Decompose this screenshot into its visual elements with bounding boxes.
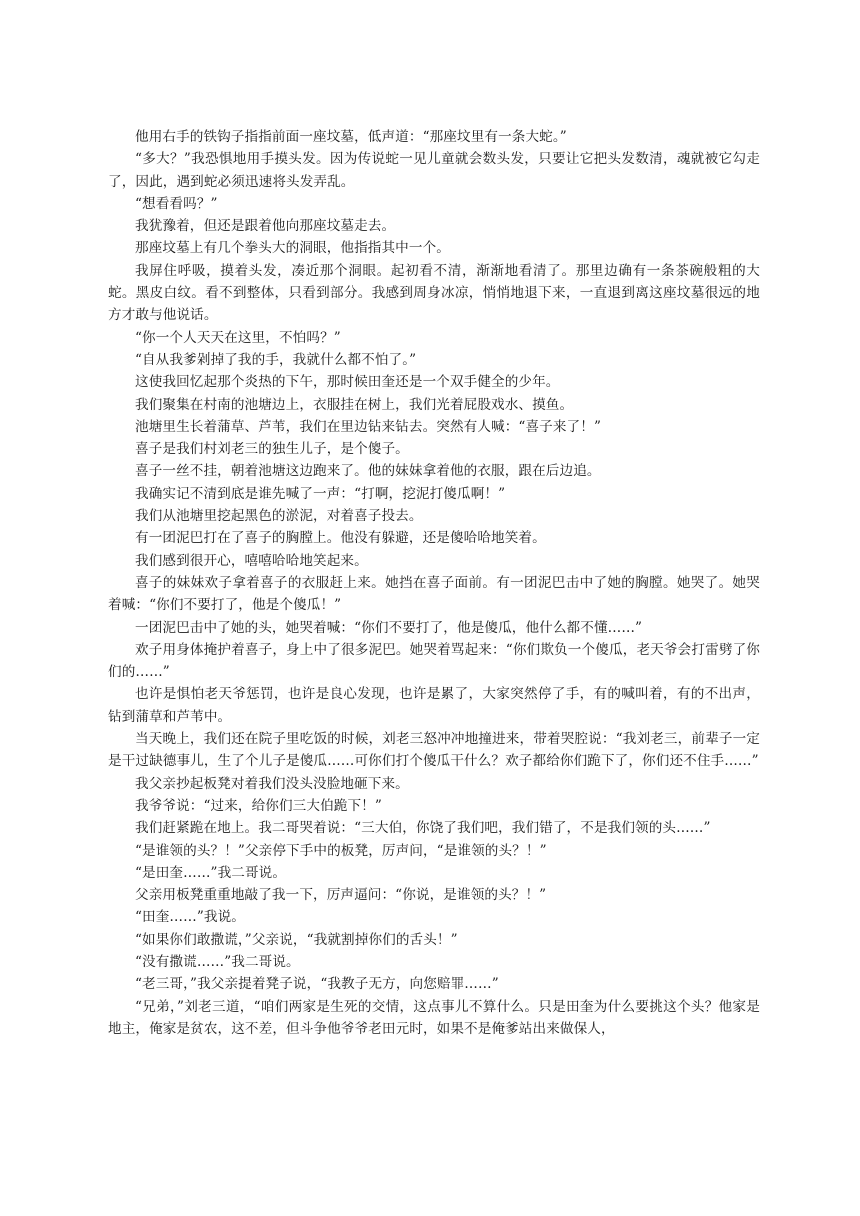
paragraph: 欢子用身体掩护着喜子，身上中了很多泥巴。她哭着骂起来：“你们欺负一个傻瓜，老天爷会打雷劈了你们的……”	[108, 641, 760, 681]
paragraph: 有一团泥巴打在了喜子的胸膛上。他没有躲避，还是傻哈哈地笑着。	[135, 530, 546, 547]
paragraph: “如果你们敢撒谎，”父亲说，“我就割掉你们的舌头！”	[135, 931, 458, 948]
document-page	[108, 126, 760, 1040]
paragraph: 喜子是我们村刘老三的独生儿子，是个傻子。	[135, 441, 409, 458]
paragraph: “自从我爹剁掉了我的手，我就什么都不怕了。”	[135, 351, 417, 368]
paragraph: “你一个人天天在这里，不怕吗？”	[135, 329, 341, 346]
paragraph: 我确实记不清到底是谁先喊了一声：“打啊，挖泥打傻瓜啊！”	[135, 485, 506, 502]
paragraph: 这使我回忆起那个炎热的下午，那时候田奎还是一个双手健全的少年。	[135, 374, 560, 391]
paragraph: 我父亲抄起板凳对着我们没头没脸地砸下来。	[135, 775, 409, 792]
paragraph: 我们从池塘里挖起黑色的淤泥，对着喜子投去。	[135, 508, 423, 525]
paragraph: “田奎……”我说。	[135, 909, 245, 926]
paragraph: 我们赶紧跪在地上。我二哥哭着说：“三大伯，你饶了我们吧，我们错了，不是我们领的头……”	[135, 820, 711, 837]
paragraph: 喜子一丝不挂，朝着池塘这边跑来了。他的妹妹拿着他的衣服，跟在后边追。	[135, 463, 601, 480]
paragraph: 我们聚集在村南的池塘边上，衣服挂在树上，我们光着屁股戏水、摸鱼。	[135, 396, 574, 413]
paragraph: “想看看吗？”	[135, 195, 218, 212]
paragraph: 父亲用板凳重重地敲了我一下，厉声逼问：“你说，是谁领的头？！”	[135, 887, 547, 904]
paragraph: “没有撒谎……”我二哥说。	[135, 953, 300, 970]
paragraph: “多大？”我恐惧地用手摸头发。因为传说蛇一见儿童就会数头发，只要让它把头发数清，魂就被它勾走了，因此，遇到蛇必须迅速将头发弄乱。	[108, 151, 760, 190]
paragraph: 也许是惧怕老天爷惩罚，也许是良心发现，也许是累了，大家突然停了手，有的喊叫着，有的不出声，钻到蒲草和芦苇中。	[108, 686, 760, 725]
paragraph: 当天晚上，我们还在院子里吃饭的时候，刘老三怒冲冲地撞进来，带着哭腔说：“我刘老三，前辈子一定是干过缺德事儿，生了个儿子是傻瓜……可你们打个傻瓜干什么？欢子都给你们跪下了，你们还不住手……”	[108, 731, 760, 770]
paragraph: “是谁领的头？！”父亲停下手中的板凳，厉声问，“是谁领的头？！”	[135, 842, 547, 859]
paragraph: “是田奎……”我二哥说。	[135, 864, 287, 881]
paragraph: 我爷爷说：“过来，给你们三大伯跪下！”	[135, 797, 382, 814]
paragraph: “老三哥，”我父亲提着凳子说，“我教子无方，向您赔罪……”	[135, 976, 499, 993]
paragraph: 我们感到很开心，嘻嘻哈哈地笑起来。	[135, 552, 368, 569]
paragraph: 池塘里生长着蒲草、芦苇，我们在里边钻来钻去。突然有人喊：“喜子来了！”	[135, 418, 601, 435]
paragraph: 我犹豫着，但还是跟着他向那座坟墓走去。	[135, 218, 396, 235]
paragraph: 一团泥巴击中了她的头，她哭着喊：“你们不要打了，他是傻瓜，他什么都不懂……”	[135, 619, 643, 636]
paragraph: 喜子的妹妹欢子拿着喜子的衣服赶上来。她挡在喜子面前。有一团泥巴击中了她的胸膛。她哭了。她哭着喊：“你们不要打了，他是个傻瓜！”	[108, 574, 760, 614]
paragraph: 我屏住呼吸，摸着头发，凑近那个洞眼。起初看不清，渐渐地看清了。那里边确有一条茶碗般粗的大蛇。黑皮白纹。看不到整体，只看到部分。我感到周身冰凉，悄悄地退下来，一直退到离这座坟墓很远的地方才敢与他说话。	[108, 262, 760, 324]
paragraph: 他用右手的铁钩子指指前面一座坟墓，低声道：“那座坟里有一条大蛇。”	[135, 129, 567, 145]
paragraph: “兄弟，”刘老三道，“咱们两家是生死的交情，这点事儿不算什么。只是田奎为什么要挑这个头？他家是地主，俺家是贫农，这不差，但斗争他爷爷老田元时，如果不是俺爹站出来做保人，	[108, 998, 760, 1037]
paragraph: 那座坟墓上有几个拳头大的洞眼，他指指其中一个。	[135, 240, 450, 257]
